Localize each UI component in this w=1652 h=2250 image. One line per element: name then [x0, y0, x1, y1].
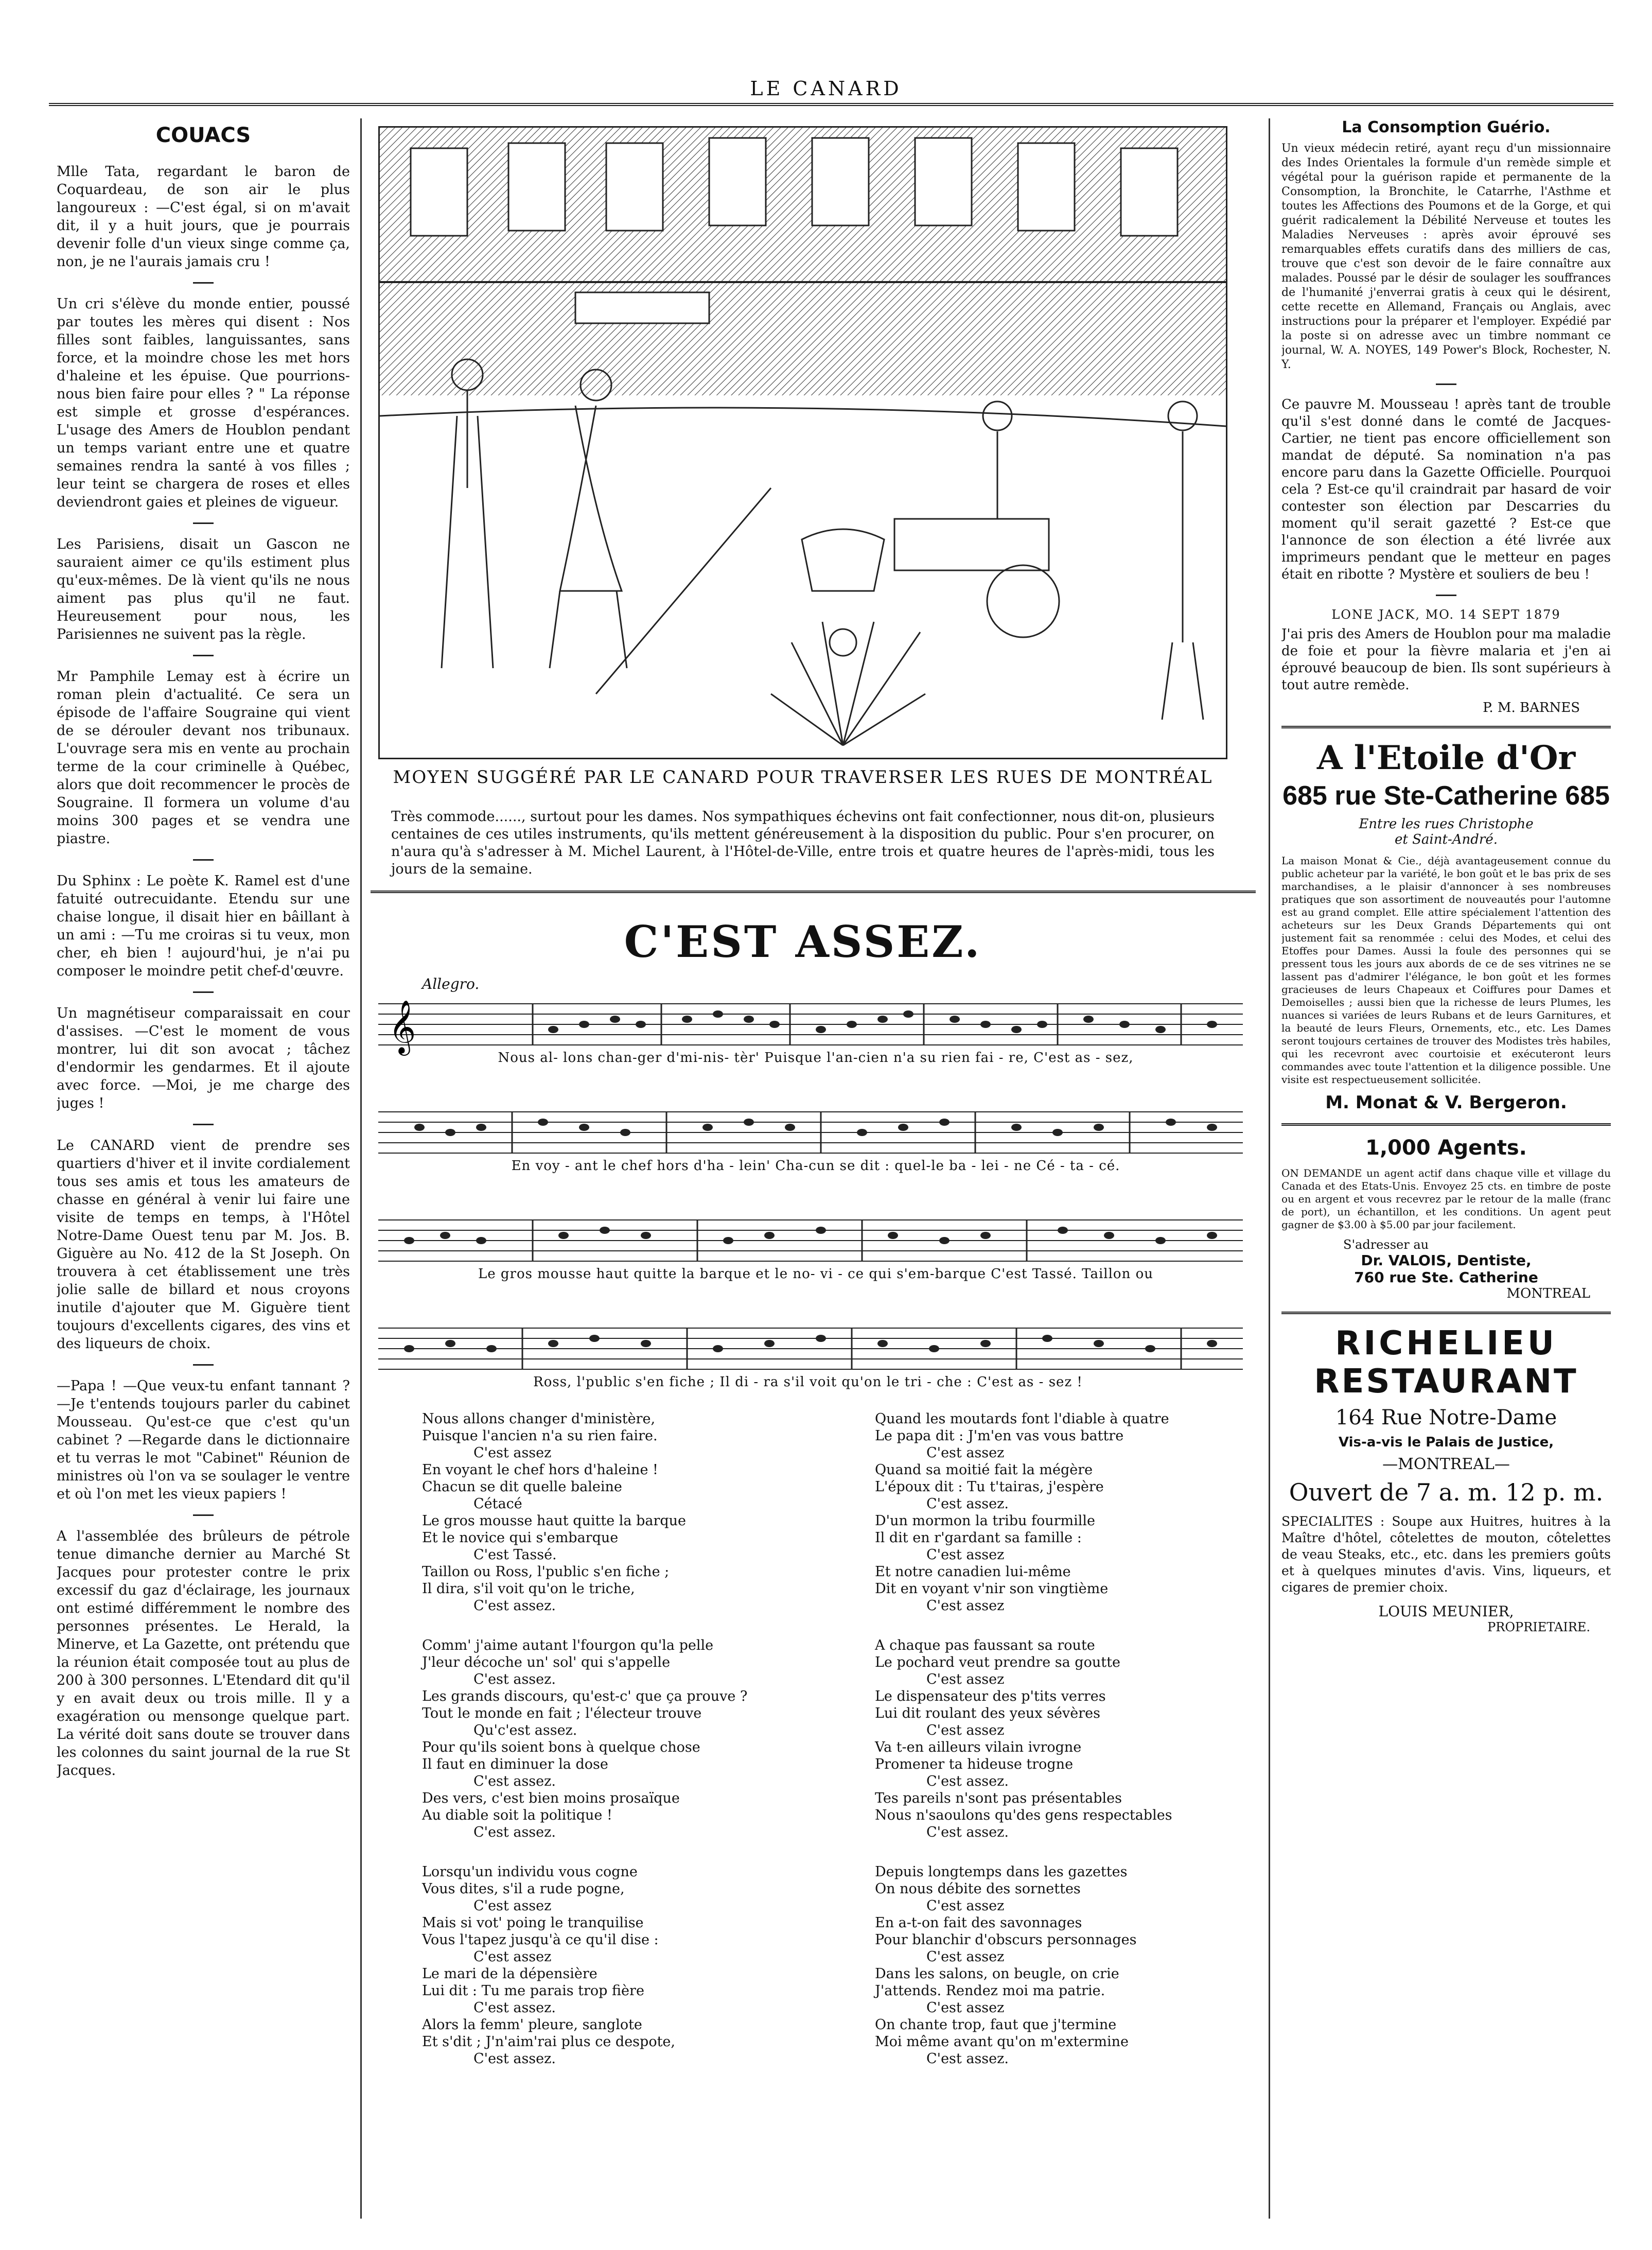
verse-line: Cétacé [473, 1496, 522, 1512]
separator [193, 1514, 214, 1516]
richelieu-address: 164 Rue Notre-Dame [1335, 1406, 1557, 1429]
separator [1436, 595, 1456, 596]
lyric-line: Nous al- lons chan-ger d'mi-nis- tèr' Puisque l'an-cien n'a su rien fai - re, C'est as - sez, [498, 1050, 1134, 1066]
newspaper-header: LE CANARD [750, 77, 902, 100]
stanza [875, 1863, 1245, 2067]
verse-line: Le gros mousse haut quitte la barque [422, 1513, 687, 1529]
separator [1436, 383, 1456, 385]
testimonial-signature: P. M. BARNES [1483, 700, 1580, 716]
verse-line: C'est assez. [926, 1824, 1009, 1840]
verse-line: C'est assez [926, 1898, 1005, 1914]
richelieu-city: —MONTREAL— [1382, 1455, 1510, 1473]
verse-line: A chaque pas faussant sa route [875, 1637, 1095, 1653]
couacs-item: A l'assemblée des brûleurs de pétrole tenue dimanche dernier au Marché St Jacques pour protester contre le prix excessif du gaz d'éclairage, les journaux ont estimé différemment le nombre des personnes présentes. Le Herald, la Minerve, et La Gazette, ont prétendu que la réunion était composée tout au plus de 200 à 300 personnes. L'Etendard dit qu'il y en avait deux ou trois mille. Il y a exagération ou mensonge quelque part. La vérité doit sans doute se trouver dans les colonnes du saint journal de la rue St Jacques. [57, 1528, 350, 1778]
verse-line: Tout le monde en fait ; l'électeur trouve [422, 1705, 702, 1721]
couacs-item: Les Parisiens, disait un Gascon ne sauraient aimer ce qu'ils estiment plus qu'eux-mêmes. De là vient qu'ils ne nous aiment pas plus qu'il ne faut. Heureusement pour nous, les Parisiennes ne suivent pas la règle. [57, 536, 350, 642]
verse-line: Vous l'tapez jusqu'à ce qu'il dise : [422, 1932, 659, 1948]
verse-line: C'est assez [926, 1547, 1005, 1563]
verse-line: C'est assez. [473, 1598, 556, 1614]
verse-line: Le papa dit : J'm'en vas vous battre [875, 1428, 1124, 1444]
illustration-caption: MOYEN SUGGÉRÉ PAR LE CANARD POUR TRAVERSER LES RUES DE MONTRÉAL [393, 767, 1213, 788]
richelieu-owner-title: PROPRIETAIRE. [1487, 1620, 1590, 1634]
verse-line: C'est assez [926, 2000, 1005, 2016]
verse-line: C'est assez. [926, 1773, 1009, 1789]
agents-address-line: 760 rue Ste. Catherine [1354, 1269, 1538, 1286]
ad-rule [1281, 1123, 1611, 1126]
svg-text:𝄞: 𝄞 [389, 1000, 416, 1054]
stanza [422, 1637, 823, 1841]
verse-line: Va t-en ailleurs vilain ivrogne [875, 1739, 1082, 1755]
verse-line: Et le novice qui s'embarque [422, 1530, 619, 1546]
verse-line: Lui dit : Tu me parais trop fière [422, 1983, 644, 1999]
verse-line: Chacun se dit quelle baleine [422, 1479, 622, 1495]
couacs-item: Le CANARD vient de prendre ses quartiers d'hiver et il invite cordialement tous ses amis et tous les amateurs de chasse en général à venir lui faire une visite de temps en temps, à l'Hôtel Notre-Dame Ouest tenu par M. Jos. B. Giguère au No. 412 de la St Joseph. On trouvera à cet établissement une très jolie salle de billard et nous croyons inutile d'ajouter que M. Giguère tient toujours d'excellents cigares, des vins et des liqueurs de choix. [57, 1138, 350, 1352]
verse-line: Tes pareils n'sont pas présentables [875, 1790, 1122, 1806]
verse-line: Lui dit roulant des yeux sévères [875, 1705, 1100, 1721]
mousseau-text: Ce pauvre M. Mousseau ! après tant de trouble qu'il s'est donné dans le comté de Jacques-Cartier, ne tient pas encore officiellement son mandat de député. Sa nomination n'a pas encore paru dans la Gazette Officielle. Pourquoi cela ? Est-ce qu'il craindrait par hasard de voir contester son élection par Descarries du moment qu'il serait gazetté ? Est-ce que l'annonce de son élection a été livrée aux imprimeurs pendant que le metteur en pages était en ribotte ? Mystère et souliers de beu ! [1281, 397, 1611, 582]
verse-line: C'est assez [926, 1949, 1005, 1965]
couacs-item: —Papa ! —Que veux-tu enfant tannant ? —Je t'entends toujours parler du cabinet Mousseau. Qu'est-ce que c'est qu'un cabinet ? —Regarde dans le dictionnaire et tu verras le mot "Cabinet" Réunion de ministres où l'on va se soulager le ventre et où l'on met les vieux papiers ! [57, 1378, 350, 1502]
street-illustration [378, 126, 1227, 759]
verses-left [422, 1410, 823, 2090]
verse-line: Il dira, s'il voit qu'on le triche, [422, 1581, 635, 1597]
lyric-line: Ross, l'public s'en fiche ; Il di - ra s'il voit qu'on le tri - che : C'est as - sez ! [533, 1374, 1083, 1390]
separator [193, 522, 214, 524]
verse-line: C'est assez. [473, 1824, 556, 1840]
left-column [57, 118, 350, 2229]
ad-rule [1281, 726, 1611, 728]
verse-line: Au diable soit la politique ! [422, 1807, 612, 1823]
separator [193, 1364, 214, 1366]
richelieu-title: RESTAURANT [1314, 1363, 1578, 1401]
verse-line: Qu'c'est assez. [473, 1722, 577, 1738]
etoile-sub1: Entre les rues Christophe [1359, 816, 1534, 832]
verse-line: C'est assez. [473, 1773, 556, 1789]
richelieu-vis: Vis-a-vis le Palais de Justice, [1338, 1435, 1554, 1450]
verse-line: Quand sa moitié fait la mégère [875, 1462, 1093, 1478]
stanza [422, 1410, 823, 1614]
verse-line: Promener ta hideuse trogne [875, 1756, 1074, 1772]
agents-text: ON DEMANDE un agent actif dans chaque ville et village du Canada et des Etats-Unis. Envoyez 25 cts. en timbre de poste ou en argent et vous recevrez par le retour de la malle (franc de port), un échantillon, et les conditions. Un agent peut gagner de $3.00 à $5.00 par jour facilement. [1281, 1167, 1611, 1231]
verse-line: Depuis longtemps dans les gazettes [875, 1864, 1128, 1880]
testimonial-text: J'ai pris des Amers de Houblon pour ma maladie de foie et pour la fièvre malaria et j'en ai éprouvé beaucoup de bien. Ils sont supérieurs à tout autre remède. [1281, 626, 1611, 693]
verse-line: Et s'dit ; J'n'aim'rai plus ce despote, [422, 2034, 675, 2050]
verse-line: Quand les moutards font l'diable à quatre [875, 1411, 1169, 1427]
separator [193, 859, 214, 861]
verse-line: Alors la femm' pleure, sanglote [422, 2017, 642, 2033]
verse-line: C'est Tassé. [473, 1547, 557, 1563]
illustration-text-body: Très commode......, surtout pour les dames. Nos sympathiques échevins ont fait confectionner, nous dit-on, plusieurs centaines de ces utiles instruments, qu'ils mettent généreusement à la disposition du public. Pour s'en procurer, on n'aura qu'à s'adresser à M. Michel Laurent, à l'Hôtel-de-Ville, entre trois et quatre heures de l'après-midi, tous les jours de la semaine. [391, 809, 1215, 877]
verse-line: J'leur décoche un' sol' qui s'appelle [422, 1654, 671, 1670]
verse-line: En voyant le chef hors d'haleine ! [422, 1462, 658, 1478]
lyric-line: En voy - ant le chef hors d'ha - lein' Cha-cun se dit : quel-le ba - lei - ne Cé - ta - cé. [511, 1158, 1120, 1174]
verse-line: Mais si vot' poing le tranquilise [422, 1915, 644, 1931]
verses-right [875, 1410, 1245, 2090]
verse-line: C'est assez [926, 1722, 1005, 1738]
couacs-title: COUACS [155, 124, 251, 147]
verse-line: Nous allons changer d'ministère, [422, 1411, 656, 1427]
verse-line: J'attends. Rendez moi ma patrie. [875, 1983, 1105, 1999]
separator [193, 655, 214, 656]
couacs-item: Un cri s'élève du monde entier, poussé par toutes les mères qui disent : Nos filles sont faibles, languissantes, sans force, et la moindre chose les met hors d'haleine et les épuise. Que pourrions-nous bien faire pour elles ? " La réponse est simple et grosse d'espérances. L'usage des Amers de Houblon pendant un temps variant entre une et quatre semaines rendra la santé à vos filles ; leur teint se chargera de roses et elles deviendront gaies et pleines de vigueur. [57, 296, 350, 510]
verse-line: C'est assez. [473, 1671, 556, 1687]
section-rule [371, 891, 1256, 893]
verse-line: Moi même avant qu'on m'extermine [875, 2034, 1129, 2050]
couacs-item: Du Sphinx : Le poète K. Ramel est d'une fatuité outrecuidante. Etendu sur une chaise longue, il disait hier en bâillant à un ami : —Tu me croiras si tu veux, mon cher, eh bien ! aujourd'hui, je n'ai pu composer le moindre petit chef-d'œuvre. [57, 873, 350, 979]
song-title: C'EST ASSEZ. [624, 916, 982, 967]
couacs-item: Mlle Tata, regardant le baron de Coquardeau, de son air le plus langoureux : —C'est égal, si on m'avait dit, il y a huit jours, que je pourrais devenir folle d'un vieux singe comme ça, non, je ne l'aurais jamais cru ! [57, 164, 350, 270]
verse-line: Les grands discours, qu'est-c' que ça prouve ? [422, 1688, 748, 1704]
verse-line: C'est assez. [473, 2051, 556, 2067]
verse-line: Pour blanchir d'obscurs personnages [875, 1932, 1137, 1948]
separator [193, 282, 214, 284]
verse-line: Nous n'saoulons qu'des gens respectables [875, 1807, 1172, 1823]
richelieu-owner: LOUIS MEUNIER, [1378, 1603, 1514, 1620]
verse-line: Puisque l'ancien n'a su rien faire. [422, 1428, 658, 1444]
separator [193, 991, 214, 993]
consumption-title: La Consomption Guério. [1342, 118, 1551, 136]
etoile-address: 685 rue Ste-Catherine 685 [1282, 781, 1610, 811]
ad-rule [1281, 1312, 1611, 1314]
verse-line: C'est assez. [926, 2051, 1009, 2067]
agents-address-line: MONTREAL [1506, 1286, 1590, 1301]
testimonial-place: LONE JACK, MO. 14 SEPT 1879 [1331, 607, 1561, 622]
etoile-signature: M. Monat & V. Bergeron. [1325, 1092, 1567, 1113]
couacs-item: Un magnétiseur comparaissait en cour d'assises. —C'est le moment de vous montrer, lui dit son avocat ; tâchez d'endormir les gendarmes. Et il ajoute avec force. —Moi, je me charge des juges ! [57, 1005, 350, 1111]
richelieu-title: RICHELIEU [1335, 1324, 1557, 1363]
separator [193, 1124, 214, 1125]
agents-title: 1,000 Agents. [1365, 1136, 1527, 1160]
etoile-sub2: et Saint-André. [1395, 832, 1498, 847]
stanza [875, 1637, 1245, 1841]
stanza [422, 1863, 823, 2067]
verse-line: Lorsqu'un individu vous cogne [422, 1864, 638, 1880]
couacs-item: Mr Pamphile Lemay est à écrire un roman plein d'actualité. Ce sera un épisode de l'affaire Sougraine qui vient de se dérouler devant nos tribunaux. L'ouvrage sera mis en vente au prochain terme de la cour criminelle à Québec, alors que doit recommencer le procès de Sougraine. Il formera un volume d'au moins 300 pages et se vendra une piastre. [57, 669, 350, 847]
richelieu-hours: Ouvert de 7 a. m. 12 p. m. [1289, 1478, 1604, 1506]
verse-line: Vous dites, s'il a rude pogne, [422, 1881, 625, 1897]
stanza [875, 1410, 1245, 1614]
verse-line: C'est assez [926, 1445, 1005, 1461]
tempo-marking: Allegro. [422, 975, 480, 992]
verse-line: D'un mormon la tribu fourmille [875, 1513, 1096, 1529]
lyric-line: Le gros mousse haut quitte la barque et le no- vi - ce qui s'em-barque C'est Tassé. Taillon ou [478, 1266, 1153, 1282]
verse-line: C'est assez [926, 1598, 1005, 1614]
etoile-title: A l'Etoile d'Or [1316, 739, 1576, 777]
verse-line: Le dispensateur des p'tits verres [875, 1688, 1106, 1704]
consumption-text: Un vieux médecin retiré, ayant reçu d'un missionnaire des Indes Orientales la formule d'un remède simple et végétal pour la guérison rapide et permanente de la Consomption, la Bronchite, le Catarrhe, l'Asthme et toutes les Affections des Poumons et de la Gorge, et qui guérit radicalement la Débilité Nerveuse et toutes les Maladies Nerveuses : après avoir éprouvé ses remarquables effets curatifs dans des milliers de cas, trouve que c'est son devoir de le faire connaître aux malades. Poussé par le désir de soulager les souffrances de l'humanité j'enverrai gratis à ceux qui le désirent, cette recette en Allemand, Français ou Anglais, avec instructions pour la préparer et l'employer. Expédié par la poste si on adresse avec un timbre nommant ce journal, W. A. NOYES, 149 Power's Block, Rochester, N. Y. [1281, 142, 1611, 371]
etoile-text: La maison Monat & Cie., déjà avantageusement connue du public acheteur par la variété, le bon goût et le bas prix de ses marchandises, a le plaisir d'annoncer à ses nombreuses pratiques que son assortiment de nouveautés pour l'automne est au grand complet. Elle attire spécialement l'attention des acheteurs sur les Deux Grands Départements qui ont justement fait sa renommée : celui des Modes, et celui des Etoffes pour Dames. Aussi la foule des personnes qui se pressent tous les jours aux abords de ce de ses vitrines ne se lassent pas d'admirer l'élégance, le bon goût et les formes gracieuses de leurs Chapeaux et Coiffures pour Dames et Demoiselles ; aussi bien que la richesse de leurs Plumes, les nuances si variées de leurs Rubans et de leurs Garnitures, et la beauté de leurs Fleurs, Ornements, etc., etc. Les Dames seront toujours certaines de trouver des Modistes très habiles, qui les recevront avec courtoisie et exécuteront leurs commandes avec toute l'attention et la diligence possible. Une visite est respectueusement sollicitée. [1281, 854, 1611, 1086]
verse-line: C'est assez. [926, 1496, 1009, 1512]
verse-line: Il dit en r'gardant sa famille : [875, 1530, 1082, 1546]
verse-line: C'est assez [473, 1445, 552, 1461]
verse-line: On chante trop, faut que j'termine [875, 2017, 1117, 2033]
right-column [1281, 118, 1611, 2229]
verse-line: Comm' j'aime autant l'fourgon qu'la pelle [422, 1637, 714, 1653]
richelieu-text: SPECIALITES : Soupe aux Huitres, huitres à la Maître d'hôtel, côtelettes de mouton, côtelettes de veau Steaks, etc., etc. dans les premiers goûts et à quelques minutes d'avis. Vins, liqueurs, et cigares de premier choix. [1281, 1514, 1611, 1595]
verse-line: Dans les salons, on beugle, on crie [875, 1966, 1119, 1982]
verse-line: Des vers, c'est bien moins prosaïque [422, 1790, 680, 1806]
agents-address-line: S'adresser au [1343, 1237, 1429, 1252]
verse-line: L'époux dit : Tu t'tairas, j'espère [875, 1479, 1104, 1495]
verse-line: Et notre canadien lui-même [875, 1564, 1071, 1580]
verse-line: On nous débite des sornettes [875, 1881, 1081, 1897]
column-rule-right [1269, 118, 1270, 2219]
header-rule [49, 103, 1613, 106]
verse-line: C'est assez [473, 1949, 552, 1965]
verse-line: Pour qu'ils soient bons à quelque chose [422, 1739, 700, 1755]
verse-line: C'est assez [926, 1671, 1005, 1687]
verse-line: Le pochard veut prendre sa goutte [875, 1654, 1120, 1670]
illustration-drawing [380, 128, 1226, 758]
verse-line: C'est assez [473, 1898, 552, 1914]
verse-line: Le mari de la dépensière [422, 1966, 597, 1982]
verse-line: C'est assez. [473, 2000, 556, 2016]
column-rule-left [360, 118, 362, 2219]
illustration-text [391, 808, 1215, 878]
verse-line: Taillon ou Ross, l'public s'en fiche ; [422, 1564, 670, 1580]
verse-line: Dit en voyant v'nir son vingtième [875, 1581, 1109, 1597]
verse-line: Il faut en diminuer la dose [422, 1756, 608, 1772]
verse-line: En a-t-on fait des savonnages [875, 1915, 1082, 1931]
agents-address-line: Dr. VALOIS, Dentiste, [1361, 1252, 1532, 1269]
